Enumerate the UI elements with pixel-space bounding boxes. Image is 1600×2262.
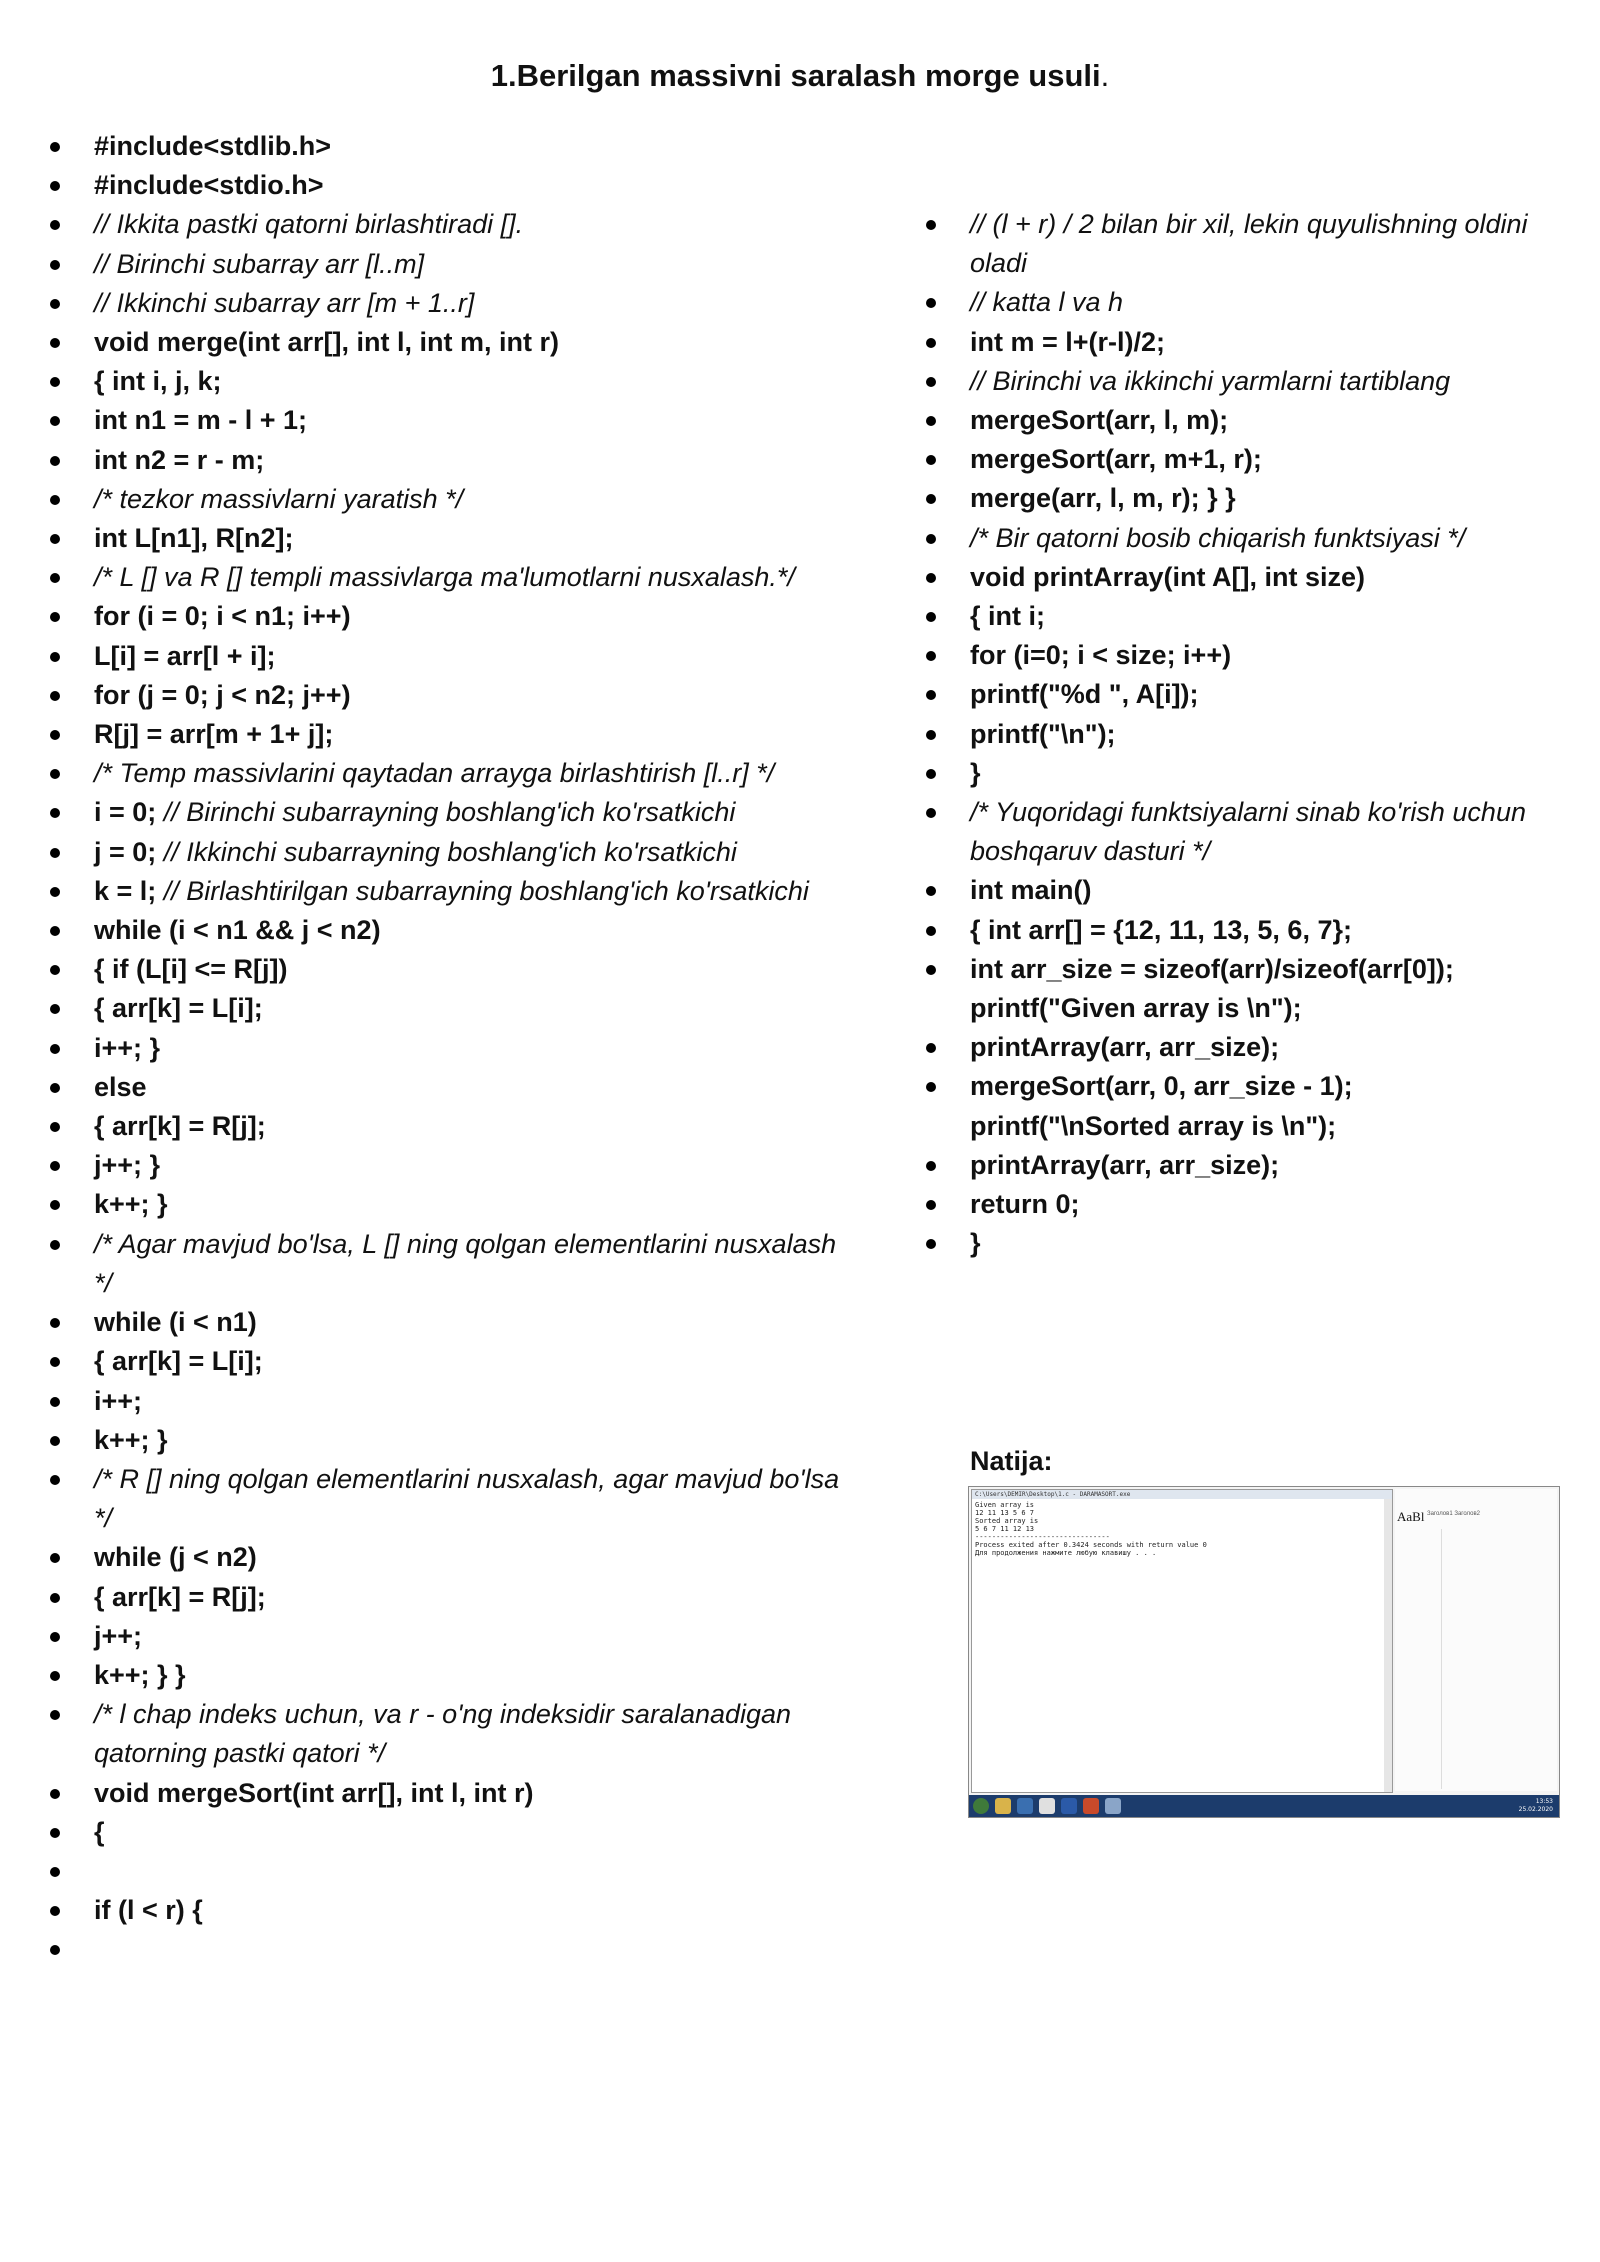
code-list-right [926,205,1566,1263]
code-line: int m = l+(r-l)/2; [926,323,1566,362]
console-line: Sorted array is [975,1517,1039,1525]
code-line: { arr[k] = L[i]; [50,989,850,1028]
code-line: mergeSort(arr, m+1, r); [926,440,1566,479]
page-title [0,58,1600,94]
code-line: k++; } [50,1421,850,1460]
code-line: #include<stdio.h> [50,166,850,205]
code-comment: // Ikkita pastki qatorni birlashtiradi []. [50,205,850,244]
console-line: 12 11 13 5 6 7 [975,1509,1035,1517]
code-line: int n2 = r - m; [50,441,850,480]
page-title-dot: . [1100,58,1110,93]
start-icon [973,1798,989,1814]
code-line: void printArray(int A[], int size) [926,558,1566,597]
code-line: k++; } } [50,1656,850,1695]
code-line: j++; } [50,1146,850,1185]
clock-date: 25.02.2020 [1518,1806,1553,1813]
code-line: { if (L[i] <= R[j]) [50,950,850,989]
code-line: return 0; [926,1185,1566,1224]
console-line: Given array is [975,1501,1035,1509]
code-line: for (j = 0; j < n2; j++) [50,676,850,715]
code-line: while (i < n1) [50,1303,850,1342]
result-screenshot [968,1486,1560,1818]
code-comment: // Birinchi subarray arr [l..m] [50,245,850,284]
code-line: { [50,1813,850,1852]
code-line: { arr[k] = L[i]; [50,1342,850,1381]
code-text: k = l; [94,875,157,906]
code-comment: /* Yuqoridagi funktsiyalarni sinab ko'rish uchun boshqaruv dasturi */ [926,793,1566,871]
code-list-left [50,127,850,1970]
code-line-with-comment [50,833,850,872]
clock-time: 13:53 [1535,1798,1553,1805]
code-text: j = 0; [94,836,157,867]
code-line: printf("%d ", A[i]); [926,675,1566,714]
code-line-with-comment [50,793,850,832]
code-line: printArray(arr, arr_size); [926,1028,1566,1067]
code-line: int n1 = m - l + 1; [50,401,850,440]
code-comment: /* Agar mavjud bo'lsa, L [] ning qolgan elementlarini nusxalash */ [50,1225,850,1303]
result-label: Natija: [970,1446,1053,1476]
code-text: i = 0; [94,797,157,828]
inline-comment: // Birinchi subarrayning boshlang'ich ko'rsatkichi [163,797,736,828]
console-line: Process exited after 0.3424 seconds with return value 0 [975,1541,1207,1549]
code-line: i++; [50,1382,850,1421]
code-line: } [926,1224,1566,1263]
inline-comment: // Birlashtirilgan subarrayning boshlang'ich ko'rsatkichi [163,875,809,906]
code-line: void merge(int arr[], int l, int m, int r) [50,323,850,362]
code-line: #include<stdlib.h> [50,127,850,166]
code-line: if (l < r) { [50,1891,850,1930]
taskbar [969,1795,1559,1817]
code-line: mergeSort(arr, 0, arr_size - 1); [926,1067,1566,1106]
code-line: mergeSort(arr, l, m); [926,401,1566,440]
code-line: for (i=0; i < size; i++) [926,636,1566,675]
style-sample: AaBl [1397,1509,1425,1524]
folder-icon [995,1798,1011,1814]
app-icon-2 [1083,1798,1099,1814]
code-line: for (i = 0; i < n1; i++) [50,597,850,636]
code-line: int L[n1], R[n2]; [50,519,850,558]
code-line: printf("Given array is \n"); [970,993,1302,1024]
code-line: { arr[k] = R[j]; [50,1107,850,1146]
code-line: { int i, j, k; [50,362,850,401]
code-line: k++; } [50,1185,850,1224]
code-line-with-comment [50,872,850,911]
inline-comment: // Ikkinchi subarrayning boshlang'ich ko'rsatkichi [163,836,737,867]
browser-icon [1017,1798,1033,1814]
console-scrollbar [1384,1499,1392,1792]
code-comment: /* l chap indeks uchun, va r - o'ng indeksidir saralanadigan qatorning pastki qatori */ [50,1695,850,1773]
taskbar-clock [1519,1798,1553,1814]
code-comment: // Ikkinchi subarray arr [m + 1..r] [50,284,850,323]
code-line: R[j] = arr[m + 1+ j]; [50,715,850,754]
code-line: { arr[k] = R[j]; [50,1578,850,1617]
word-icon [1061,1798,1077,1814]
console-line: 5 6 7 11 12 13 [975,1525,1035,1533]
code-line: } [926,754,1566,793]
code-comment: /* Temp massivlarini qaytadan arrayga birlashtirish [l..r] */ [50,754,850,793]
console-window [971,1489,1393,1793]
console-line: Для продолжения нажмите любую клавишу . . . [975,1549,1157,1557]
code-line: merge(arr, l, m, r); } } [926,479,1566,518]
app-icon [1039,1798,1055,1814]
code-line: else [50,1068,850,1107]
code-line: { int arr[] = {12, 11, 13, 5, 6, 7}; [926,911,1566,950]
code-line: while (j < n2) [50,1538,850,1577]
code-line: int main() [926,871,1566,910]
console-title: C:\Users\DEMIR\Desktop\1.c - DARAMASORT.exe [972,1490,1392,1499]
code-comment: /* tezkor massivlarni yaratish */ [50,480,850,519]
code-comment: // katta l va h [926,283,1566,322]
page-title-text: 1.Berilgan massivni saralash morge usuli [490,58,1101,93]
code-comment: // Birinchi va ikkinchi yarmlarni tartiblang [926,362,1566,401]
code-comment: // (l + r) / 2 bilan bir xil, lekin quyulishning oldini oladi [926,205,1566,283]
word-window [1395,1489,1557,1791]
console-line: -------------------------------- [975,1533,1110,1541]
empty-line [50,1852,850,1891]
code-line: int arr_size = sizeof(arr)/sizeof(arr[0]); [926,950,1566,989]
code-line: printArray(arr, arr_size); [926,1146,1566,1185]
code-line: L[i] = arr[l + i]; [50,637,850,676]
code-comment: /* R [] ning qolgan elementlarini nusxalash, agar mavjud bo'lsa */ [50,1460,850,1538]
code-line: while (i < n1 && j < n2) [50,911,850,950]
word-side-pane [1397,1529,1442,1789]
code-line: i++; } [50,1029,850,1068]
code-comment: /* Bir qatorni bosib chiqarish funktsiyasi */ [926,519,1566,558]
code-line: { int i; [926,597,1566,636]
style-names: Заголов1 Заголов2 [1427,1511,1480,1517]
code-comment: /* L [] va R [] templi massivlarga ma'lumotlarni nusxalash.*/ [50,558,850,597]
code-line: void mergeSort(int arr[], int l, int r) [50,1774,850,1813]
app-icon-3 [1105,1798,1121,1814]
code-line: printf("\nSorted array is \n"); [970,1110,1337,1141]
console-output [972,1499,1392,1559]
empty-line [50,1930,850,1969]
code-line: j++; [50,1617,850,1656]
code-line: printf("\n"); [926,715,1566,754]
